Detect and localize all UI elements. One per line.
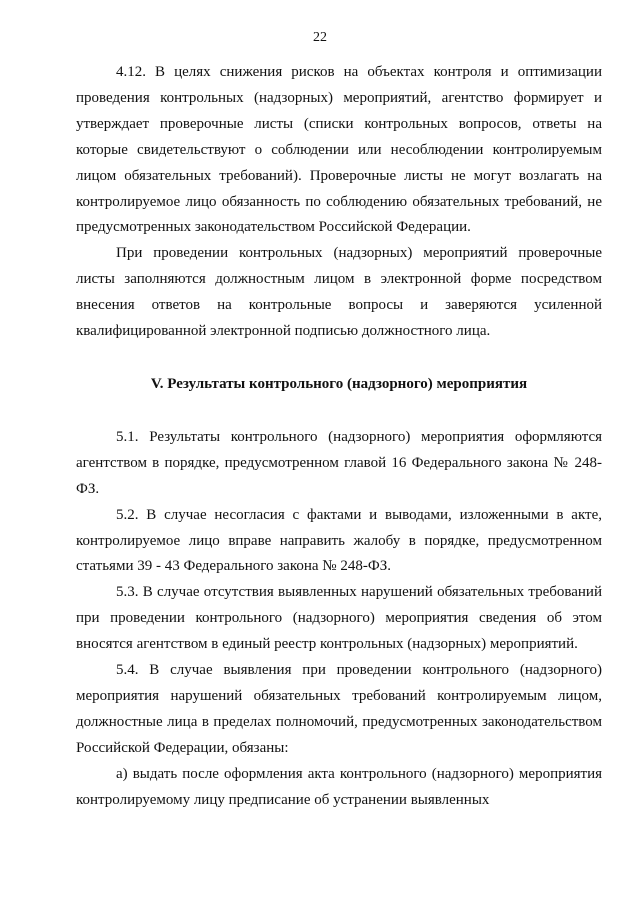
document-body (76, 60, 602, 813)
paragraph-5-3: 5.3. В случае отсутствия выявленных нарушений обязательных требований при проведении контрольного (надзорного) мероприятия сведения об этом вносятся агентством в единый реестр контрольных (надзорных) мероприятий. (76, 584, 602, 653)
paragraph-5-1: 5.1. Результаты контрольного (надзорного) мероприятия оформляются агентством в порядке, предусмотренном главой 16 Федерального закона № 248-ФЗ. (76, 428, 602, 497)
paragraph-5-4-a: а) выдать после оформления акта контрольного (надзорного) мероприятия контролируемому лицу предписание об устранении выявленных (76, 765, 602, 808)
paragraph-5-2: 5.2. В случае несогласия с фактами и выводами, изложенными в акте, контролируемое лицо вправе направить жалобу в порядке, предусмотренном статьями 39 - 43 Федерального закона № 248-ФЗ. (76, 506, 602, 575)
paragraph-checklists: При проведении контрольных (надзорных) мероприятий проверочные листы заполняются должностным лицом в электронной форме посредством внесения ответов на контрольные вопросы и заверяются усиленной квалифицированной электронной подписью должностного лица. (76, 245, 602, 340)
paragraph-4-12: 4.12. В целях снижения рисков на объектах контроля и оптимизации проведения контрольных (надзорных) мероприятий, агентство формирует и утверждает проверочные листы (списки контрольных вопросов, ответы на которые свидетельствуют о соблюдении или несоблюдении контролируемым лицом обязательных требований). Проверочные листы не могут возлагать на контролируемое лицо обязанность по соблюдению обязательных требований, не предусмотренных законодательством Российской Федерации. (76, 64, 602, 236)
paragraph-5-4: 5.4. В случае выявления при проведении контрольного (надзорного) мероприятия нарушений обязательных требований контролируемым лицом, должностные лица в пределах полномочий, предусмотренных законодательством Российской Федерации, обязаны: (76, 662, 602, 756)
page-number: 22 (313, 30, 327, 45)
section-title: V. Результаты контрольного (надзорного) мероприятия (150, 375, 528, 392)
